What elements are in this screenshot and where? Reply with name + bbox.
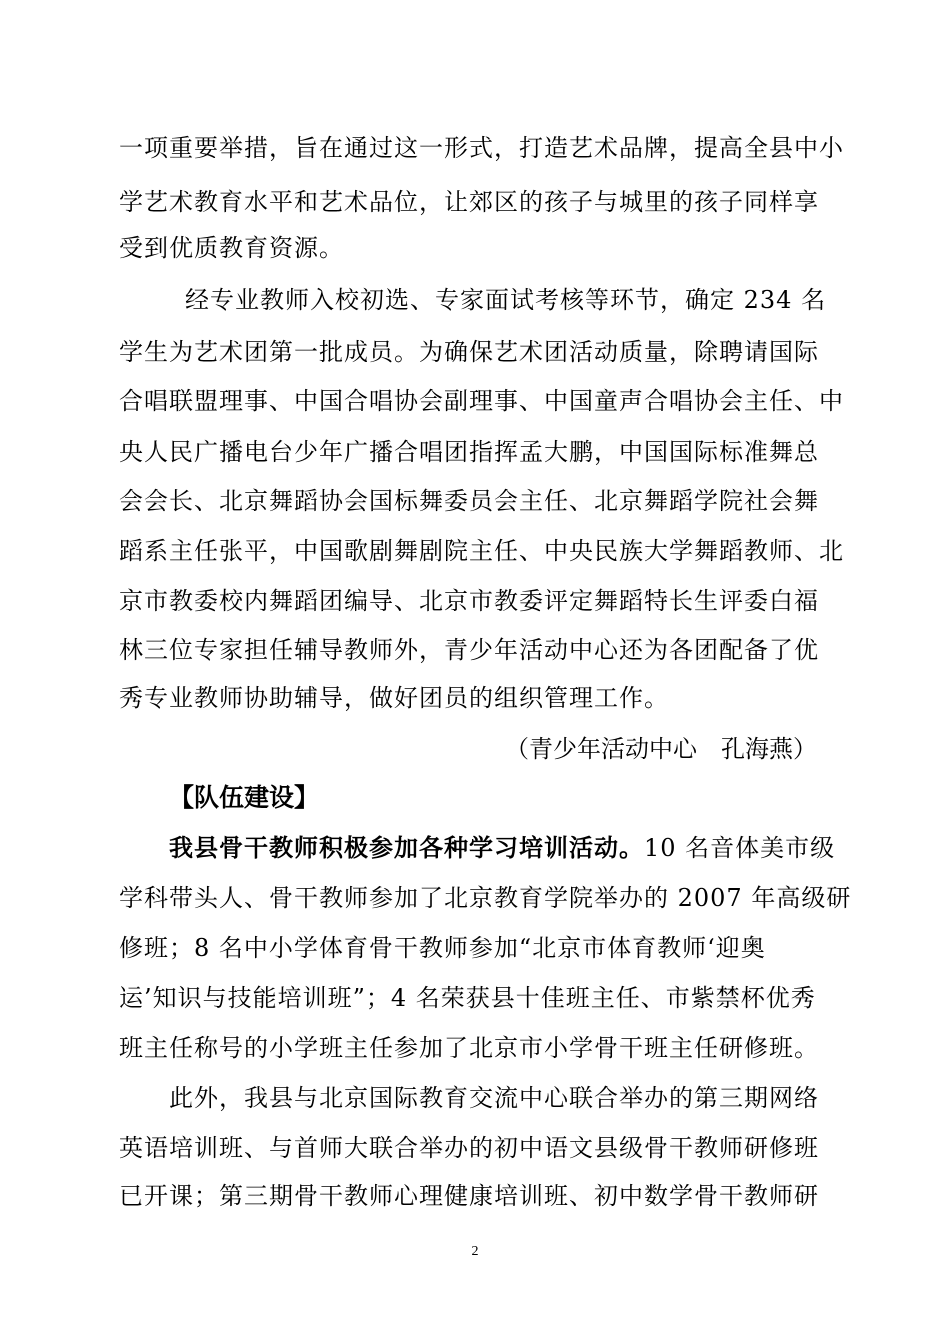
paragraph-4-line-2: 英语培训班、与首师大联合举办的初中语文县级骨干教师研修班 bbox=[119, 1134, 819, 1162]
paragraph-1-line-3: 受到优质教育资源。 bbox=[119, 234, 344, 262]
paragraph-3-line-5: 班主任称号的小学班主任参加了北京市小学骨干班主任研修班。 bbox=[119, 1034, 819, 1062]
paragraph-2-line-7: 京市教委校内舞蹈团编导、北京市教委评定舞蹈特长生评委白福 bbox=[119, 587, 819, 615]
paragraph-1-line-2: 学艺术教育水平和艺术品位，让郊区的孩子与城里的孩子同样享 bbox=[119, 188, 819, 216]
paragraph-4-line-3: 已开课；第三期骨干教师心理健康培训班、初中数学骨干教师研 bbox=[119, 1182, 819, 1210]
paragraph-2-line-2: 学生为艺术团第一批成员。为确保艺术团活动质量，除聘请国际 bbox=[119, 338, 819, 366]
paragraph-3-line-4: 运’知识与技能培训班”；4 名荣获县十佳班主任、市紫禁杯优秀 bbox=[119, 984, 816, 1012]
paragraph-2-line-9: 秀专业教师协助辅导，做好团员的组织管理工作。 bbox=[119, 684, 669, 712]
page-number: 2 bbox=[471, 1244, 479, 1259]
paragraph-2-line-8: 林三位专家担任辅导教师外，青少年活动中心还为各团配备了优 bbox=[119, 636, 819, 664]
section-heading: 【队伍建设】 bbox=[169, 783, 320, 812]
attribution: （青少年活动中心 孔海燕） bbox=[505, 735, 817, 763]
paragraph-2-line-3: 合唱联盟理事、中国合唱协会副理事、中国童声合唱协会主任、中 bbox=[119, 387, 844, 415]
paragraph-4-line-1: 此外，我县与北京国际教育交流中心联合举办的第三期网络 bbox=[169, 1084, 819, 1112]
paragraph-2-line-1: 经专业教师入校初选、专家面试考核等环节，确定 234 名 bbox=[185, 286, 827, 314]
paragraph-3-line-2: 学科带头人、骨干教师参加了北京教育学院举办的 2007 年高级研 bbox=[119, 884, 852, 912]
paragraph-1-line-1: 一项重要举措，旨在通过这一形式，打造艺术品牌，提高全县中小 bbox=[119, 134, 844, 162]
paragraph-3-line-3: 修班；8 名中小学体育骨干教师参加“北京市体育教师‘迎奥 bbox=[119, 934, 766, 962]
paragraph-3-line-1 bbox=[169, 832, 835, 864]
paragraph-2-line-6: 蹈系主任张平，中国歌剧舞剧院主任、中央民族大学舞蹈教师、北 bbox=[119, 537, 844, 565]
paragraph-3-lead: 我县骨干教师积极参加各种学习培训活动。 bbox=[169, 834, 644, 862]
paragraph-2-line-5: 会会长、北京舞蹈协会国标舞委员会主任、北京舞蹈学院社会舞 bbox=[119, 487, 819, 515]
paragraph-2-line-4: 央人民广播电台少年广播合唱团指挥孟大鹏，中国国际标准舞总 bbox=[119, 438, 819, 466]
paragraph-3-line-1-rest: 10 名音体美市级 bbox=[644, 834, 836, 862]
